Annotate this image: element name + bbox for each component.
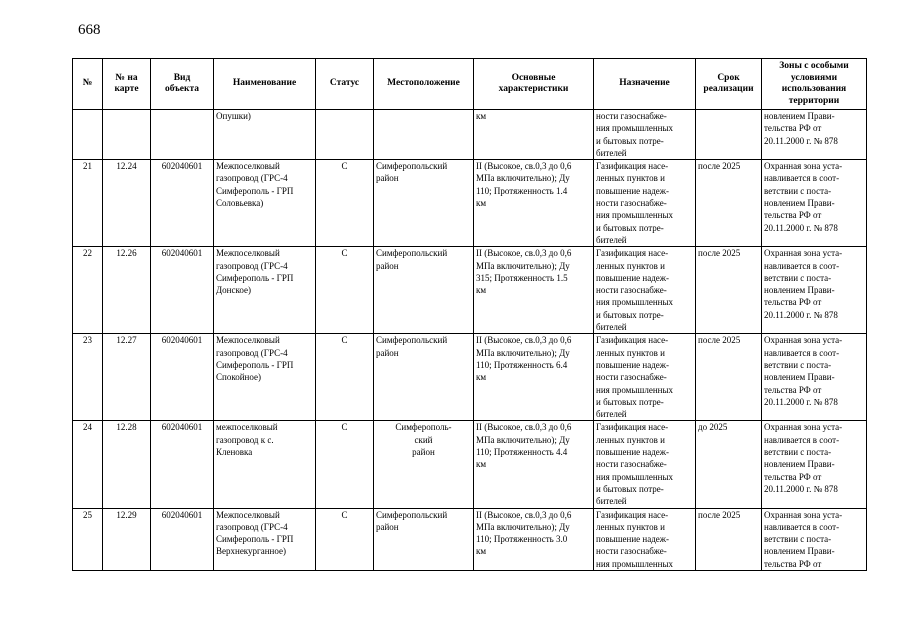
- cell-name: Межпоселковый газопровод (ГРС-4 Симферополь - ГРП Соловьевка): [214, 160, 316, 247]
- cell-status: С: [316, 421, 374, 508]
- cell-characteristics: II (Высокое, св.0,3 до 0,6 МПа включительно); Ду 110; Протяженность 1.4 км: [474, 160, 594, 247]
- header-location: Местоположение: [374, 59, 474, 110]
- cell-location: Симферопольский район: [374, 508, 474, 570]
- cell-purpose: Газификация насе- ленных пунктов и повышение надеж- ности газоснабже- ния промышленных и бытовых потре- бителей: [594, 160, 696, 247]
- cell-deadline: после 2025: [696, 247, 762, 334]
- cell-deadline: [696, 110, 762, 160]
- cell-location: Симферопольский район: [374, 160, 474, 247]
- cell-status: С: [316, 160, 374, 247]
- cell-num: 24: [73, 421, 103, 508]
- cell-zones: Охранная зона уста- навливается в соот- ветствии с поста- новлением Прави- тельства РФ от 20.11.2000 г. № 878: [762, 160, 867, 247]
- cell-deadline: после 2025: [696, 334, 762, 421]
- cell-deadline: после 2025: [696, 160, 762, 247]
- page-number: 668: [78, 22, 101, 38]
- cell-map-num: [103, 110, 151, 160]
- cell-characteristics: II (Высокое, св.0,3 до 0,6 МПа включительно); Ду 315; Протяженность 1.5 км: [474, 247, 594, 334]
- cell-zones: Охранная зона уста- навливается в соот- ветствии с поста- новлением Прави- тельства РФ от 20.11.2000 г. № 878: [762, 247, 867, 334]
- header-status: Статус: [316, 59, 374, 110]
- gas-pipeline-registry-table: [72, 58, 867, 571]
- cell-object-type: 602040601: [151, 247, 214, 334]
- cell-location: Симферополь- ский район: [374, 421, 474, 508]
- cell-status: С: [316, 508, 374, 570]
- cell-deadline: до 2025: [696, 421, 762, 508]
- cell-zones: Охранная зона уста- навливается в соот- ветствии с поста- новлением Прави- тельства РФ от 20.11.2000 г. № 878: [762, 421, 867, 508]
- cell-purpose: ности газоснабже- ния промышленных и бытовых потре- бителей: [594, 110, 696, 160]
- table-row: [73, 247, 867, 334]
- cell-status: [316, 110, 374, 160]
- cell-object-type: 602040601: [151, 334, 214, 421]
- cell-deadline: после 2025: [696, 508, 762, 570]
- cell-object-type: [151, 110, 214, 160]
- cell-map-num: 12.28: [103, 421, 151, 508]
- header-purpose: Назначение: [594, 59, 696, 110]
- cell-purpose: Газификация насе- ленных пунктов и повышение надеж- ности газоснабже- ния промышленных и бытовых потре- бителей: [594, 247, 696, 334]
- cell-location: Симферопольский район: [374, 334, 474, 421]
- cell-characteristics: II (Высокое, св.0,3 до 0,6 МПа включительно); Ду 110; Протяженность 6.4 км: [474, 334, 594, 421]
- cell-object-type: 602040601: [151, 160, 214, 247]
- cell-name: Опушки): [214, 110, 316, 160]
- cell-name: Межпоселковый газопровод (ГРС-4 Симферополь - ГРП Спокойное): [214, 334, 316, 421]
- cell-num: 25: [73, 508, 103, 570]
- cell-zones: Охранная зона уста- навливается в соот- ветствии с поста- новлением Прави- тельства РФ от: [762, 508, 867, 570]
- cell-purpose: Газификация насе- ленных пунктов и повышение надеж- ности газоснабже- ния промышленных и бытовых потре- бителей: [594, 421, 696, 508]
- header-characteristics: Основные характеристики: [474, 59, 594, 110]
- cell-purpose: Газификация насе- ленных пунктов и повышение надеж- ности газоснабже- ния промышленных и бытовых потре- бителей: [594, 334, 696, 421]
- cell-num: [73, 110, 103, 160]
- cell-object-type: 602040601: [151, 421, 214, 508]
- cell-characteristics: II (Высокое, св.0,3 до 0,6 МПа включительно); Ду 110; Протяженность 4.4 км: [474, 421, 594, 508]
- cell-status: С: [316, 334, 374, 421]
- cell-num: 21: [73, 160, 103, 247]
- cell-num: 23: [73, 334, 103, 421]
- cell-map-num: 12.27: [103, 334, 151, 421]
- cell-status: С: [316, 247, 374, 334]
- cell-name: Межпоселковый газопровод (ГРС-4 Симферополь - ГРП Верхнекурганное): [214, 508, 316, 570]
- cell-name: Межпоселковый газопровод (ГРС-4 Симферополь - ГРП Донское): [214, 247, 316, 334]
- cell-characteristics: км: [474, 110, 594, 160]
- table-row: [73, 334, 867, 421]
- header-map-num: № на карте: [103, 59, 151, 110]
- table-row: [73, 508, 867, 570]
- cell-name: межпоселковый газопровод к с. Кленовка: [214, 421, 316, 508]
- header-num: №: [73, 59, 103, 110]
- header-deadline: Срок реализации: [696, 59, 762, 110]
- cell-zones: новлением Прави- тельства РФ от 20.11.2000 г. № 878: [762, 110, 867, 160]
- table-row: [73, 160, 867, 247]
- cell-map-num: 12.26: [103, 247, 151, 334]
- cell-location: Симферопольский район: [374, 247, 474, 334]
- cell-object-type: 602040601: [151, 508, 214, 570]
- table-row-continuation: [73, 110, 867, 160]
- header-object-type: Вид объекта: [151, 59, 214, 110]
- cell-purpose: Газификация насе- ленных пунктов и повышение надеж- ности газоснабже- ния промышленных: [594, 508, 696, 570]
- cell-num: 22: [73, 247, 103, 334]
- table-row: [73, 421, 867, 508]
- header-name: Наименование: [214, 59, 316, 110]
- header-row: [73, 59, 867, 110]
- cell-map-num: 12.29: [103, 508, 151, 570]
- cell-characteristics: II (Высокое, св.0,3 до 0,6 МПа включительно); Ду 110; Протяженность 3.0 км: [474, 508, 594, 570]
- cell-zones: Охранная зона уста- навливается в соот- ветствии с поста- новлением Прави- тельства РФ от 20.11.2000 г. № 878: [762, 334, 867, 421]
- cell-map-num: 12.24: [103, 160, 151, 247]
- header-zones: Зоны с особыми условиями использования территории: [762, 59, 867, 110]
- cell-location: [374, 110, 474, 160]
